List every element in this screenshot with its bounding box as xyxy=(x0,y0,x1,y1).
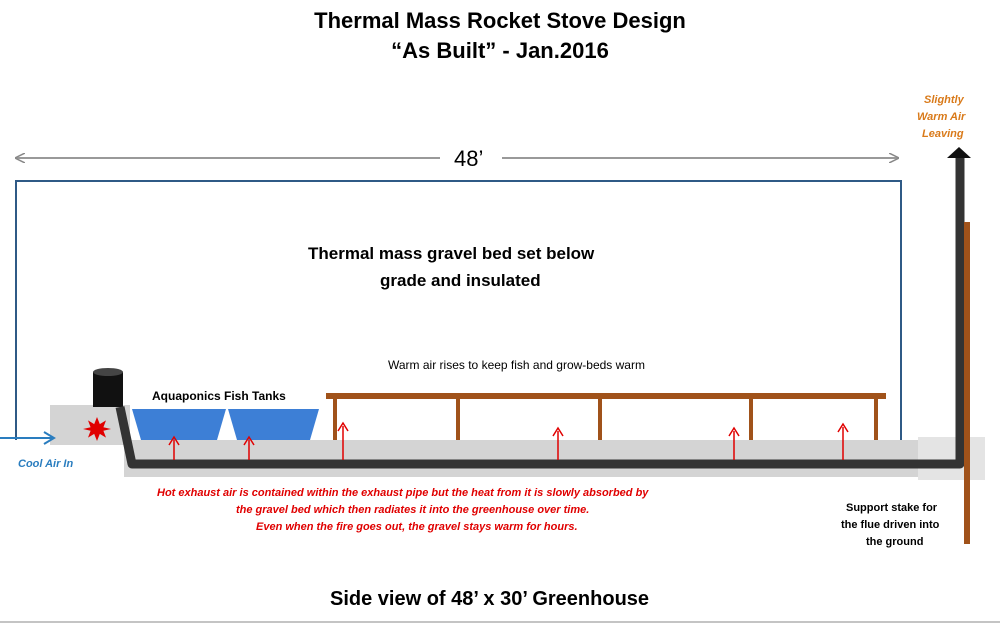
exhaust-note-line-2: the gravel bed which then radiates it into the greenhouse over time. xyxy=(236,504,590,516)
support-stake xyxy=(964,222,970,544)
grow-bed-leg xyxy=(598,399,602,440)
warm-air-leaving-line-3: Leaving xyxy=(922,128,964,140)
gravel-bed-outer xyxy=(918,437,985,480)
footer-caption: Side view of 48’ x 30’ Greenhouse xyxy=(330,588,650,610)
gravel-bed-label-line-1: Thermal mass gravel bed set below xyxy=(308,244,595,263)
grow-bed-leg xyxy=(749,399,753,440)
grow-bed-leg xyxy=(333,399,337,440)
cool-air-label: Cool Air In xyxy=(18,458,74,470)
fish-tank xyxy=(132,409,226,440)
stake-label-line-3: the ground xyxy=(866,536,924,548)
grow-bed-top-beam xyxy=(326,393,886,399)
stake-label-line-2: the flue driven into xyxy=(841,519,940,531)
grow-bed-leg xyxy=(456,399,460,440)
warm-air-rises-label: Warm air rises to keep fish and grow-beds warm xyxy=(388,358,645,372)
warm-air-leaving-line-1: Slightly xyxy=(924,94,964,106)
burn-barrel xyxy=(93,372,123,407)
grow-bed-leg xyxy=(874,399,878,440)
fish-tanks-label: Aquaponics Fish Tanks xyxy=(152,389,286,403)
exhaust-note-line-3: Even when the fire goes out, the gravel stays warm for hours. xyxy=(256,521,578,533)
stake-label-line-1: Support stake for xyxy=(846,502,938,514)
dimension-label: 48’ xyxy=(454,146,484,171)
title-line-1: Thermal Mass Rocket Stove Design xyxy=(314,8,686,33)
burn-barrel-top xyxy=(93,368,123,376)
warm-air-leaving-line-2: Warm Air xyxy=(917,111,966,123)
gravel-bed xyxy=(124,440,918,477)
exhaust-note-line-1: Hot exhaust air is contained within the exhaust pipe but the heat from it is slowly absorbed by xyxy=(157,487,649,499)
fish-tank xyxy=(228,409,319,440)
flue-cap xyxy=(947,147,971,158)
title-line-2: “As Built” - Jan.2016 xyxy=(391,38,609,63)
gravel-bed-label-line-2: grade and insulated xyxy=(380,271,541,290)
